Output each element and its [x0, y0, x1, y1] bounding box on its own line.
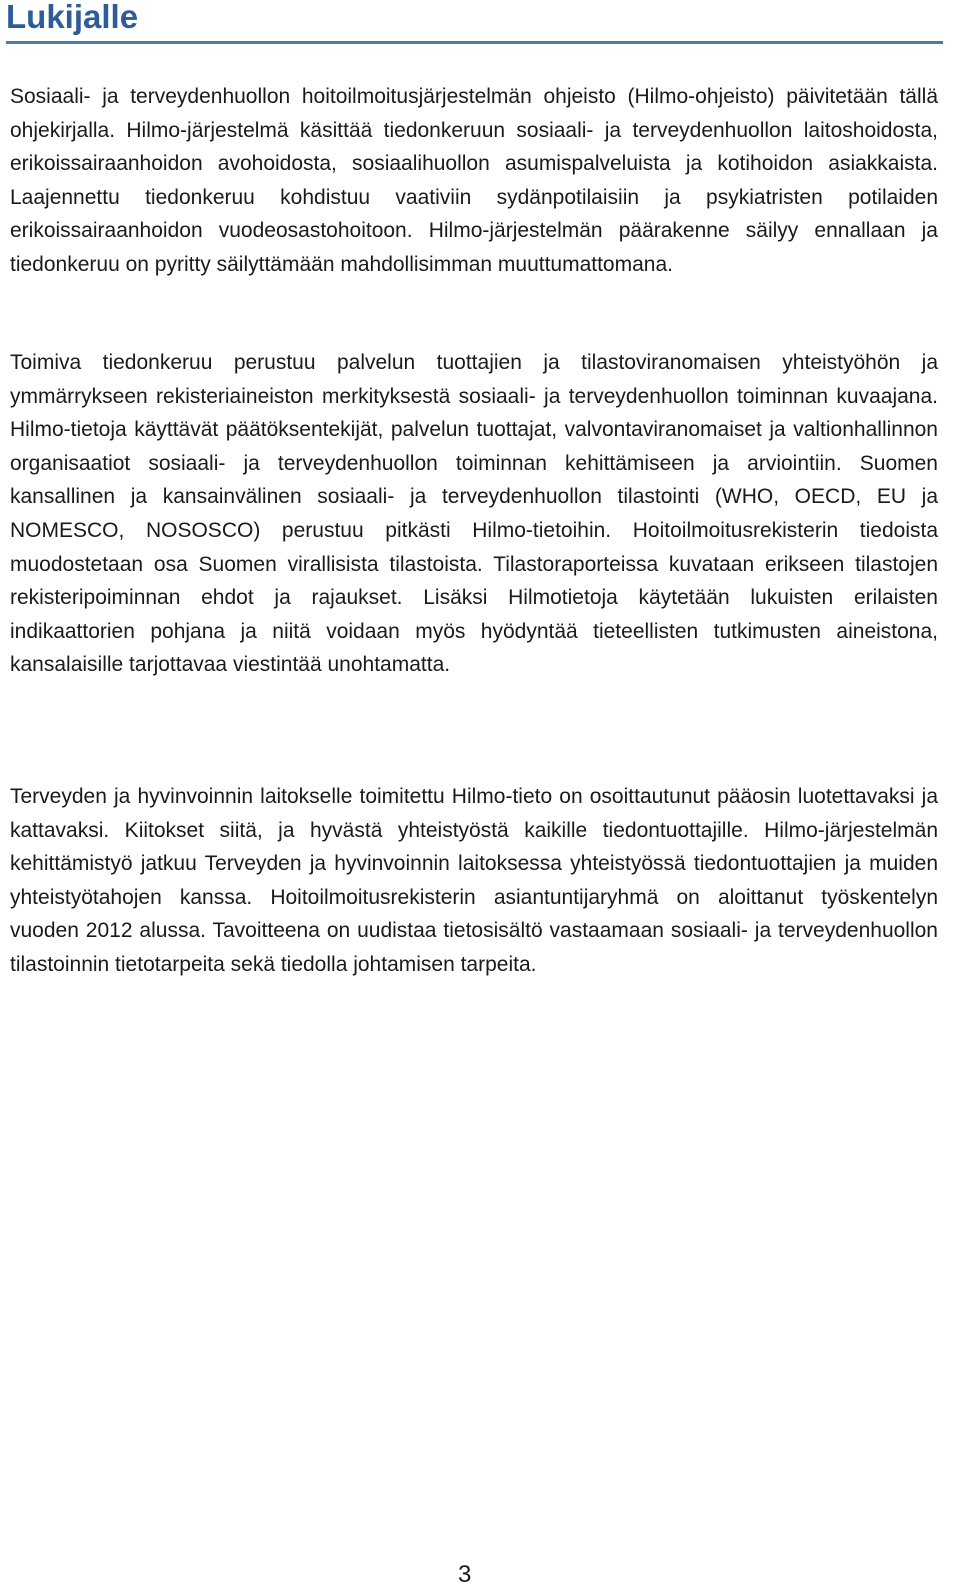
paragraph-intro: Sosiaali- ja terveydenhuollon hoitoilmoitusjärjestelmän ohjeisto (Hilmo-ohjeisto) päivitetään tällä ohjekirjalla. Hilmo-järjestelmä käsittää tiedonkeruun sosiaali- ja terveydenhuollon laitoshoidosta, erikoissairaanhoidon avohoidosta, sosiaalihuollon asumispalveluista ja kotihoidon asiakkaista. Laajennettu tiedonkeruu kohdistuu vaativiin sydänpotilaisiin ja psykiatristen potilaiden erikoissairaanhoidon vuodeosastohoitoon. Hilmo-järjestelmän päärakenne säilyy ennallaan ja tiedonkeruu on pyritty säilyttämään mahdollisimman muuttumattomana. [10, 85, 938, 276]
page-number: 3 [458, 1561, 472, 1588]
paragraph-data-collection: Toimiva tiedonkeruu perustuu palvelun tuottajien ja tilastoviranomaisen yhteistyöhön ja ymmärrykseen rekisteriaineiston merkityksestä sosiaali- ja terveydenhuollon toiminnan kuvaajana. Hilmo-tietoja käyttävät päätöksentekijät, palvelun tuottajat, valvontaviranomaiset ja valtionhallinnon organisaatiot sosiaali- ja terveydenhuollon toiminnan kehittämiseen ja arviointiin. Suomen kansallinen ja kansainvälinen sosiaali- ja terveydenhuollon tilastointi (WHO, OECD, EU ja NOMESCO, NOSOSCO) perustuu pitkästi Hilmo-tietoihin. Hoitoilmoitusrekisterin tiedoista muodostetaan osa Suomen virallisista tilastoista. Tilastoraporteissa kuvataan erikseen tilastojen rekisteripoiminnan ehdot ja rajaukset. Lisäksi Hilmotietoja käytetään lukuisten erilaisten indikaattorien pohjana ja niitä voidaan myös hyödyntää tieteellisten tutkimusten aineistona, kansalaisille tarjottavaa viestintää unohtamatta. [10, 351, 938, 677]
page-title: Lukijalle [6, 0, 139, 35]
heading-underline-divider [6, 41, 943, 44]
paragraph-acknowledgements: Terveyden ja hyvinvoinnin laitokselle toimitettu Hilmo-tieto on osoittautunut pääosin luotettavaksi ja kattavaksi. Kiitokset siitä, ja hyvästä yhteistyöstä kaikille tiedontuottajille. Hilmo-järjestelmän kehittämistyö jatkuu Terveyden ja hyvinvoinnin laitoksessa yhteistyössä tiedontuottajien ja muiden yhteistyötahojen kanssa. Hoitoilmoitusrekisterin asiantuntijaryhmä on aloittanut työskentelyn vuoden 2012 alussa. Tavoitteena on uudistaa tietosisältö vastaamaan sosiaali- ja terveydenhuollon tilastoinnin tietotarpeita sekä tiedolla johtamisen tarpeita. [10, 785, 938, 976]
